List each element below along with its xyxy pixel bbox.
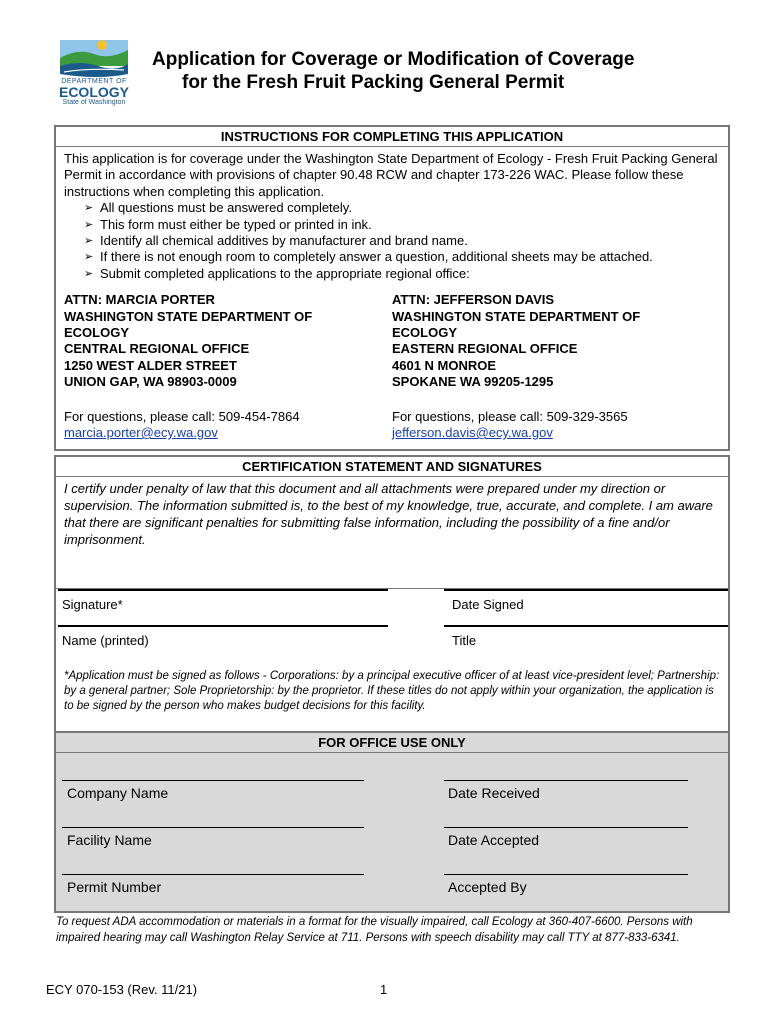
ada-notice: To request ADA accommodation or materials in a format for the visually impaired, call Ecology at 360-407-6600. Persons with impaired hearing may call Washington Relay Service at 711. Persons with speech disability may call TTY at 877-833-6341. bbox=[56, 916, 693, 944]
date-signed-label: Date Signed bbox=[452, 597, 524, 612]
signature-label: Signature* bbox=[62, 597, 123, 612]
office-use-heading: FOR OFFICE USE ONLY bbox=[56, 733, 728, 753]
accepted-by-label: Accepted By bbox=[448, 879, 527, 895]
certification-section bbox=[54, 455, 730, 733]
page-title bbox=[152, 48, 712, 94]
signature-note: *Application must be signed as follows - Corporations: by a principal executive officer of at least vice-president level; Partnership: by a general partner; Sole Proprietorship: by the proprietor. If these titles do not apply within your organization, the application is to be signed by the person who makes budget decisions for this facility. bbox=[64, 670, 720, 712]
instructions-section bbox=[54, 125, 730, 451]
ecology-logo-text bbox=[58, 78, 130, 106]
date-signed-field[interactable] bbox=[444, 589, 728, 591]
office-attn: ATTN: JEFFERSON DAVIS bbox=[392, 292, 555, 308]
office-attn: ATTN: MARCIA PORTER bbox=[64, 292, 215, 308]
eastern-regional-office bbox=[392, 292, 720, 441]
office-use-section bbox=[54, 731, 730, 913]
title-field[interactable] bbox=[444, 625, 728, 627]
office-region: EASTERN REGIONAL OFFICE bbox=[392, 341, 578, 357]
certification-heading: CERTIFICATION STATEMENT AND SIGNATURES bbox=[56, 457, 728, 477]
instructions-intro: This application is for coverage under the Washington State Department of Ecology - Fresh Fruit Packing General Permit in accordance with provisions of chapter 90.48 RCW and chapter 173-226 WAC. Please follow these instructions when completing this application. bbox=[64, 151, 718, 199]
name-printed-field[interactable] bbox=[58, 625, 388, 627]
office-phone: For questions, please call: 509-329-3565 bbox=[392, 408, 628, 424]
instructions-list bbox=[64, 200, 720, 282]
name-title-row bbox=[56, 625, 728, 661]
office-street: 4601 N MONROE bbox=[392, 357, 497, 373]
signature-field[interactable] bbox=[58, 589, 388, 591]
form-number: ECY 070-153 (Rev. 11/21) bbox=[46, 982, 198, 997]
instructions-heading: INSTRUCTIONS FOR COMPLETING THIS APPLICATION bbox=[56, 127, 728, 147]
name-printed-label: Name (printed) bbox=[62, 633, 149, 648]
title-label: Title bbox=[452, 633, 477, 648]
office-email-link[interactable]: marcia.porter@ecy.wa.gov bbox=[64, 425, 218, 441]
instruction-item: ➢ Submit completed applications to the appropriate regional office: bbox=[84, 266, 720, 282]
company-name-field[interactable] bbox=[62, 780, 364, 781]
facility-name-field[interactable] bbox=[62, 827, 364, 828]
title-line-2: for the Fresh Fruit Packing General Permit bbox=[182, 72, 565, 93]
office-dept: WASHINGTON STATE DEPARTMENT OF bbox=[64, 308, 313, 324]
office-use-row bbox=[56, 780, 728, 827]
date-accepted-field[interactable] bbox=[444, 827, 688, 828]
accepted-by-field[interactable] bbox=[444, 874, 688, 875]
logo-department: DEPARTMENT OF bbox=[61, 78, 127, 85]
regional-offices bbox=[64, 292, 720, 441]
instruction-item: ➢ If there is not enough room to completely answer a question, additional sheets may be attached. bbox=[84, 249, 720, 265]
ecology-logo-icon bbox=[58, 36, 130, 80]
company-name-label: Company Name bbox=[67, 785, 169, 801]
date-received-label: Date Received bbox=[448, 785, 540, 801]
date-received-field[interactable] bbox=[444, 780, 688, 781]
date-accepted-label: Date Accepted bbox=[448, 832, 540, 848]
office-city: UNION GAP, WA 98903-0009 bbox=[64, 374, 237, 390]
office-email-link[interactable]: jefferson.davis@ecy.wa.gov bbox=[392, 425, 553, 441]
office-use-row bbox=[56, 827, 728, 874]
signature-row bbox=[56, 589, 728, 625]
office-dept: ECOLOGY bbox=[392, 325, 458, 341]
office-phone: For questions, please call: 509-454-7864 bbox=[64, 408, 300, 424]
permit-number-field[interactable] bbox=[62, 874, 364, 875]
central-regional-office bbox=[64, 292, 392, 441]
page-number: 1 bbox=[380, 982, 388, 997]
title-line-1: Application for Coverage or Modification of Coverage bbox=[152, 49, 635, 70]
logo-ecology: ECOLOGY bbox=[58, 84, 129, 100]
office-city: SPOKANE WA 99205-1295 bbox=[392, 374, 554, 390]
logo-state: State of Washington bbox=[62, 99, 126, 106]
instruction-item: ➢ This form must either be typed or printed in ink. bbox=[84, 217, 720, 233]
instruction-item: ➢ All questions must be answered completely. bbox=[84, 200, 720, 216]
instruction-item: ➢ Identify all chemical additives by manufacturer and brand name. bbox=[84, 233, 720, 249]
office-street: 1250 WEST ALDER STREET bbox=[64, 357, 237, 373]
facility-name-label: Facility Name bbox=[67, 832, 152, 848]
office-dept: ECOLOGY bbox=[64, 325, 130, 341]
permit-number-label: Permit Number bbox=[67, 879, 162, 895]
office-region: CENTRAL REGIONAL OFFICE bbox=[64, 341, 250, 357]
certification-statement: I certify under penalty of law that this document and all attachments were prepared under my direction or supervision. The information submitted is, to the best of my knowledge, true, accurate, and complete. I am aware that there are significant penalties for submitting false information, including the possibility of a fine and/or imprisonment. bbox=[56, 477, 728, 589]
office-dept: WASHINGTON STATE DEPARTMENT OF bbox=[392, 308, 641, 324]
